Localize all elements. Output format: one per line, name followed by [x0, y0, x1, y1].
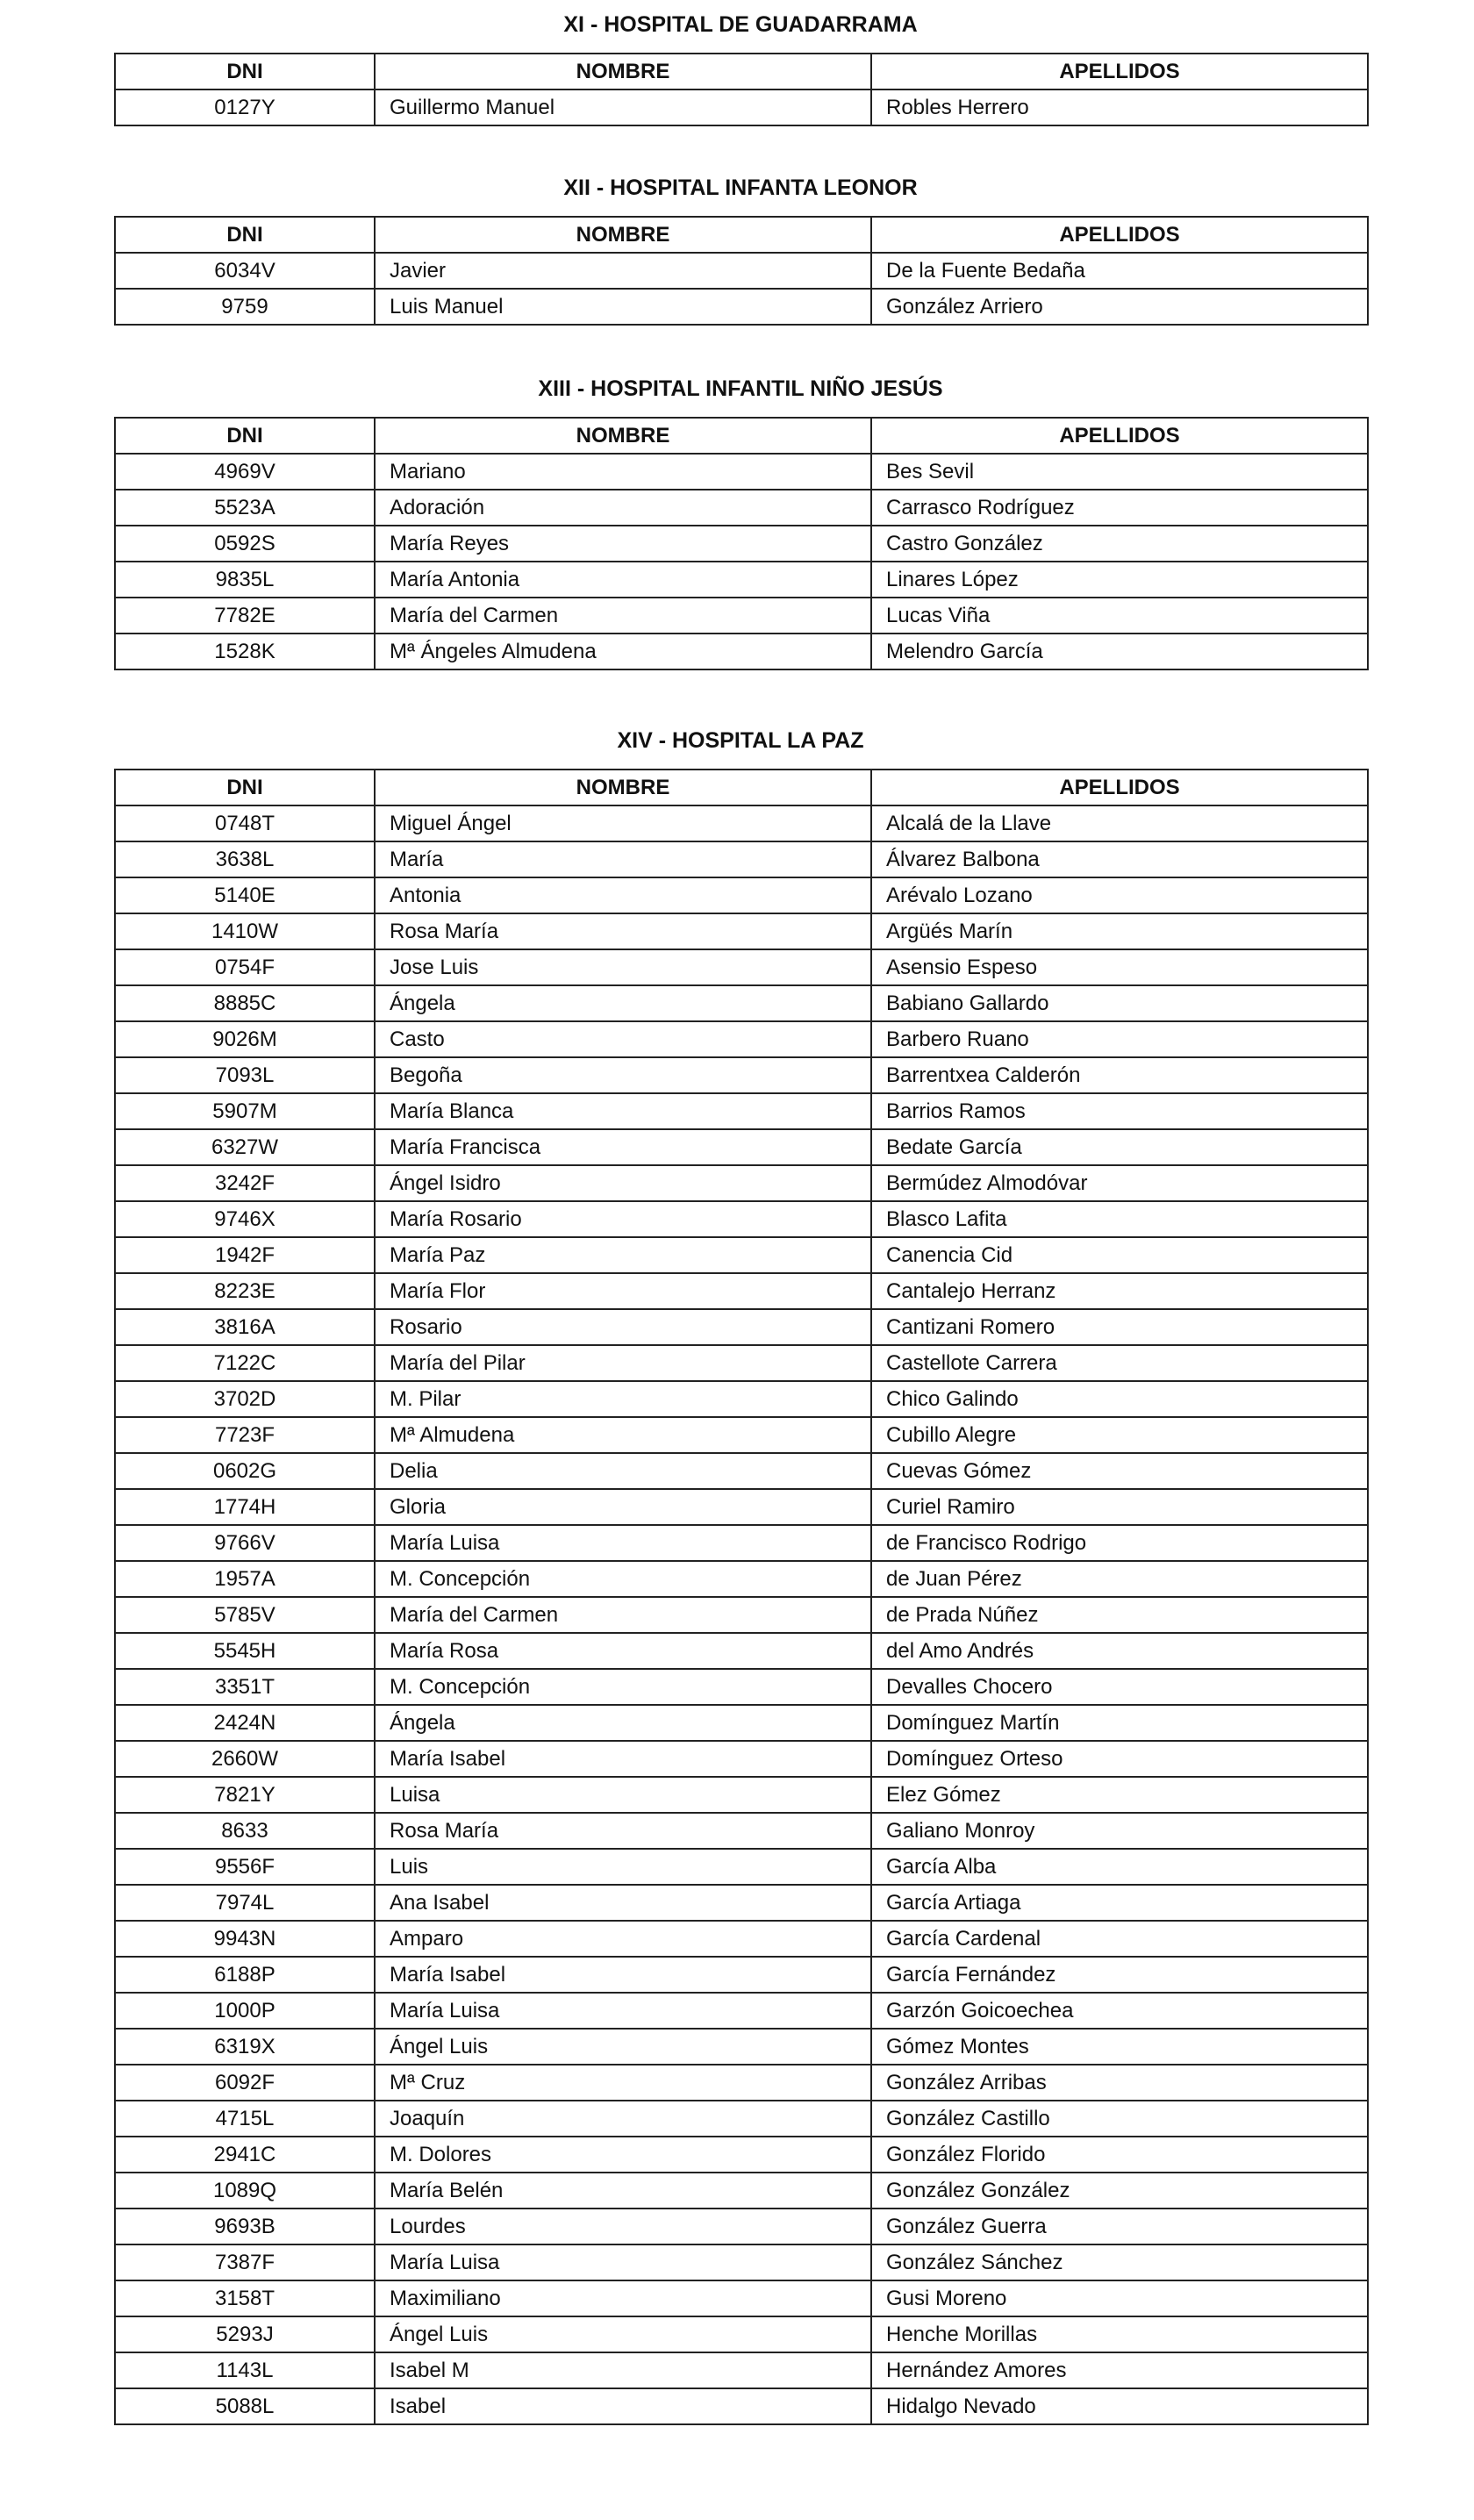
- table-row: [115, 949, 1368, 985]
- cell-apellidos: García Fernández: [871, 1957, 1368, 1993]
- cell-dni: 7122C: [115, 1345, 375, 1381]
- cell-apellidos: Garzón Goicoechea: [871, 1993, 1368, 2029]
- cell-nombre: Rosa María: [375, 913, 871, 949]
- table-row: [115, 490, 1368, 526]
- cell-apellidos: Hernández Amores: [871, 2352, 1368, 2388]
- cell-nombre: María Blanca: [375, 1093, 871, 1129]
- table-row: [115, 1777, 1368, 1813]
- cell-apellidos: Robles Herrero: [871, 89, 1368, 125]
- table-row: [115, 1921, 1368, 1957]
- cell-apellidos: de Prada Núñez: [871, 1597, 1368, 1633]
- cell-apellidos: Cubillo Alegre: [871, 1417, 1368, 1453]
- table-row: [115, 1093, 1368, 1129]
- cell-dni: 9943N: [115, 1921, 375, 1957]
- cell-apellidos: González González: [871, 2173, 1368, 2209]
- table-row: [115, 877, 1368, 913]
- cell-dni: 7093L: [115, 1057, 375, 1093]
- cell-nombre: Antonia: [375, 877, 871, 913]
- cell-apellidos: Bermúdez Almodóvar: [871, 1165, 1368, 1201]
- cell-dni: 0127Y: [115, 89, 375, 125]
- table-row: [115, 1741, 1368, 1777]
- header-apellidos: APELLIDOS: [871, 418, 1368, 454]
- cell-dni: 3816A: [115, 1309, 375, 1345]
- cell-nombre: Luis: [375, 1849, 871, 1885]
- table-nino-jesus: [114, 417, 1369, 670]
- cell-apellidos: Asensio Espeso: [871, 949, 1368, 985]
- table-row: [115, 1057, 1368, 1093]
- cell-nombre: Rosa María: [375, 1813, 871, 1849]
- cell-nombre: María del Carmen: [375, 1597, 871, 1633]
- section-title-la-paz: XIV - HOSPITAL LA PAZ: [617, 728, 864, 753]
- cell-apellidos: Cuevas Gómez: [871, 1453, 1368, 1489]
- cell-dni: 1089Q: [115, 2173, 375, 2209]
- header-dni: DNI: [115, 418, 375, 454]
- cell-apellidos: del Amo Andrés: [871, 1633, 1368, 1669]
- cell-apellidos: Barbero Ruano: [871, 1021, 1368, 1057]
- table-row: [115, 1237, 1368, 1273]
- header-dni: DNI: [115, 217, 375, 253]
- cell-apellidos: González Guerra: [871, 2209, 1368, 2244]
- table-row: [115, 1885, 1368, 1921]
- cell-dni: 3638L: [115, 841, 375, 877]
- table-row: [115, 1957, 1368, 1993]
- cell-dni: 7387F: [115, 2244, 375, 2280]
- cell-nombre: Isabel M: [375, 2352, 871, 2388]
- header-apellidos: APELLIDOS: [871, 217, 1368, 253]
- cell-nombre: Isabel: [375, 2388, 871, 2424]
- cell-nombre: María del Pilar: [375, 1345, 871, 1381]
- cell-dni: 5523A: [115, 490, 375, 526]
- cell-apellidos: Henche Morillas: [871, 2316, 1368, 2352]
- table-row: [115, 1165, 1368, 1201]
- table-row: [115, 89, 1368, 125]
- cell-nombre: Delia: [375, 1453, 871, 1489]
- cell-dni: 3242F: [115, 1165, 375, 1201]
- cell-nombre: María Isabel: [375, 1957, 871, 1993]
- cell-dni: 7974L: [115, 1885, 375, 1921]
- cell-dni: 4715L: [115, 2101, 375, 2137]
- table-guadarrama: [114, 53, 1369, 126]
- cell-dni: 2424N: [115, 1705, 375, 1741]
- table-row: [115, 1705, 1368, 1741]
- cell-nombre: Ángel Isidro: [375, 1165, 871, 1201]
- cell-apellidos: Arévalo Lozano: [871, 877, 1368, 913]
- table-row: [115, 1597, 1368, 1633]
- cell-apellidos: González Sánchez: [871, 2244, 1368, 2280]
- cell-nombre: María Francisca: [375, 1129, 871, 1165]
- table-row: [115, 1381, 1368, 1417]
- table-row: [115, 1849, 1368, 1885]
- cell-apellidos: Barrios Ramos: [871, 1093, 1368, 1129]
- cell-nombre: María Rosa: [375, 1633, 871, 1669]
- cell-nombre: María Paz: [375, 1237, 871, 1273]
- cell-dni: 5785V: [115, 1597, 375, 1633]
- header-nombre: NOMBRE: [375, 217, 871, 253]
- table-row: [115, 598, 1368, 634]
- cell-nombre: María Belén: [375, 2173, 871, 2209]
- cell-nombre: Maximiliano: [375, 2280, 871, 2316]
- table-row: [115, 2316, 1368, 2352]
- cell-nombre: M. Pilar: [375, 1381, 871, 1417]
- cell-dni: 3351T: [115, 1669, 375, 1705]
- table-header-row: [115, 54, 1368, 89]
- table-row: [115, 2173, 1368, 2209]
- cell-dni: 9766V: [115, 1525, 375, 1561]
- cell-nombre: Mª Cruz: [375, 2065, 871, 2101]
- cell-dni: 6034V: [115, 253, 375, 289]
- table-row: [115, 526, 1368, 562]
- cell-dni: 1000P: [115, 1993, 375, 2029]
- cell-dni: 0748T: [115, 805, 375, 841]
- table-body: [115, 89, 1368, 125]
- cell-nombre: Begoña: [375, 1057, 871, 1093]
- table-la-paz: [114, 769, 1369, 2425]
- cell-apellidos: Canencia Cid: [871, 1237, 1368, 1273]
- cell-apellidos: Curiel Ramiro: [871, 1489, 1368, 1525]
- cell-apellidos: Blasco Lafita: [871, 1201, 1368, 1237]
- cell-nombre: Javier: [375, 253, 871, 289]
- cell-apellidos: Cantalejo Herranz: [871, 1273, 1368, 1309]
- cell-apellidos: Hidalgo Nevado: [871, 2388, 1368, 2424]
- cell-nombre: Miguel Ángel: [375, 805, 871, 841]
- cell-apellidos: Castro González: [871, 526, 1368, 562]
- header-nombre: NOMBRE: [375, 770, 871, 805]
- section-title-infanta-leonor: XII - HOSPITAL INFANTA LEONOR: [563, 175, 918, 200]
- cell-apellidos: Devalles Chocero: [871, 1669, 1368, 1705]
- cell-dni: 6188P: [115, 1957, 375, 1993]
- section-title-guadarrama: XI - HOSPITAL DE GUADARRAMA: [563, 12, 918, 37]
- cell-nombre: Rosario: [375, 1309, 871, 1345]
- section-title-nino-jesus: XIII - HOSPITAL INFANTIL NIÑO JESÚS: [538, 376, 943, 401]
- table-row: [115, 289, 1368, 325]
- table-row: [115, 805, 1368, 841]
- cell-nombre: Luis Manuel: [375, 289, 871, 325]
- cell-apellidos: Lucas Viña: [871, 598, 1368, 634]
- cell-dni: 6092F: [115, 2065, 375, 2101]
- cell-apellidos: González Castillo: [871, 2101, 1368, 2137]
- cell-apellidos: Alcalá de la Llave: [871, 805, 1368, 841]
- cell-apellidos: Elez Gómez: [871, 1777, 1368, 1813]
- cell-apellidos: Melendro García: [871, 634, 1368, 669]
- table-row: [115, 841, 1368, 877]
- table-body: [115, 253, 1368, 325]
- cell-apellidos: Domínguez Martín: [871, 1705, 1368, 1741]
- cell-dni: 1528K: [115, 634, 375, 669]
- cell-apellidos: Babiano Gallardo: [871, 985, 1368, 1021]
- cell-dni: 4969V: [115, 454, 375, 490]
- cell-dni: 1774H: [115, 1489, 375, 1525]
- table-row: [115, 634, 1368, 669]
- cell-dni: 1143L: [115, 2352, 375, 2388]
- cell-nombre: María del Carmen: [375, 598, 871, 634]
- header-apellidos: APELLIDOS: [871, 770, 1368, 805]
- cell-nombre: Ángela: [375, 1705, 871, 1741]
- cell-dni: 8633: [115, 1813, 375, 1849]
- cell-dni: 7782E: [115, 598, 375, 634]
- table-row: [115, 1453, 1368, 1489]
- cell-nombre: Mª Ángeles Almudena: [375, 634, 871, 669]
- cell-nombre: María Luisa: [375, 1993, 871, 2029]
- cell-dni: 0592S: [115, 526, 375, 562]
- cell-dni: 0754F: [115, 949, 375, 985]
- cell-dni: 5293J: [115, 2316, 375, 2352]
- cell-nombre: María Luisa: [375, 1525, 871, 1561]
- cell-apellidos: Bedate García: [871, 1129, 1368, 1165]
- cell-dni: 7723F: [115, 1417, 375, 1453]
- table-row: [115, 2388, 1368, 2424]
- table-row: [115, 985, 1368, 1021]
- cell-apellidos: Bes Sevil: [871, 454, 1368, 490]
- cell-dni: 1957A: [115, 1561, 375, 1597]
- cell-dni: 5140E: [115, 877, 375, 913]
- cell-nombre: Adoración: [375, 490, 871, 526]
- table-row: [115, 1633, 1368, 1669]
- table-row: [115, 2065, 1368, 2101]
- cell-apellidos: González Arriero: [871, 289, 1368, 325]
- cell-dni: 9556F: [115, 1849, 375, 1885]
- cell-apellidos: Domínguez Orteso: [871, 1741, 1368, 1777]
- table-row: [115, 1309, 1368, 1345]
- cell-dni: 7821Y: [115, 1777, 375, 1813]
- cell-apellidos: Galiano Monroy: [871, 1813, 1368, 1849]
- cell-apellidos: Cantizani Romero: [871, 1309, 1368, 1345]
- cell-apellidos: Carrasco Rodríguez: [871, 490, 1368, 526]
- header-apellidos: APELLIDOS: [871, 54, 1368, 89]
- cell-apellidos: García Alba: [871, 1849, 1368, 1885]
- cell-apellidos: Castellote Carrera: [871, 1345, 1368, 1381]
- cell-apellidos: García Artiaga: [871, 1885, 1368, 1921]
- header-nombre: NOMBRE: [375, 54, 871, 89]
- table-row: [115, 2352, 1368, 2388]
- cell-nombre: Joaquín: [375, 2101, 871, 2137]
- table-row: [115, 1129, 1368, 1165]
- header-nombre: NOMBRE: [375, 418, 871, 454]
- cell-nombre: María Luisa: [375, 2244, 871, 2280]
- table-infanta-leonor: [114, 216, 1369, 326]
- table-row: [115, 2101, 1368, 2137]
- table-row: [115, 454, 1368, 490]
- cell-nombre: Amparo: [375, 1921, 871, 1957]
- cell-nombre: Ángel Luis: [375, 2029, 871, 2065]
- cell-nombre: María Isabel: [375, 1741, 871, 1777]
- table-row: [115, 1813, 1368, 1849]
- cell-dni: 3158T: [115, 2280, 375, 2316]
- cell-nombre: Jose Luis: [375, 949, 871, 985]
- table-row: [115, 913, 1368, 949]
- table-row: [115, 1417, 1368, 1453]
- cell-dni: 1410W: [115, 913, 375, 949]
- cell-nombre: María Antonia: [375, 562, 871, 598]
- cell-dni: 6319X: [115, 2029, 375, 2065]
- table-row: [115, 2029, 1368, 2065]
- cell-dni: 9759: [115, 289, 375, 325]
- table-header-row: [115, 418, 1368, 454]
- cell-nombre: María Rosario: [375, 1201, 871, 1237]
- table-row: [115, 2280, 1368, 2316]
- cell-apellidos: De la Fuente Bedaña: [871, 253, 1368, 289]
- cell-dni: 0602G: [115, 1453, 375, 1489]
- cell-nombre: M. Dolores: [375, 2137, 871, 2173]
- table-row: [115, 1669, 1368, 1705]
- cell-dni: 5907M: [115, 1093, 375, 1129]
- cell-dni: 6327W: [115, 1129, 375, 1165]
- table-row: [115, 562, 1368, 598]
- table-row: [115, 1489, 1368, 1525]
- table-row: [115, 253, 1368, 289]
- cell-apellidos: García Cardenal: [871, 1921, 1368, 1957]
- cell-dni: 9026M: [115, 1021, 375, 1057]
- table-header-row: [115, 217, 1368, 253]
- cell-apellidos: Chico Galindo: [871, 1381, 1368, 1417]
- cell-dni: 8885C: [115, 985, 375, 1021]
- table-row: [115, 1561, 1368, 1597]
- cell-dni: 8223E: [115, 1273, 375, 1309]
- cell-apellidos: de Juan Pérez: [871, 1561, 1368, 1597]
- cell-dni: 2660W: [115, 1741, 375, 1777]
- header-dni: DNI: [115, 54, 375, 89]
- cell-nombre: Mariano: [375, 454, 871, 490]
- cell-nombre: Ana Isabel: [375, 1885, 871, 1921]
- table-row: [115, 1021, 1368, 1057]
- cell-dni: 1942F: [115, 1237, 375, 1273]
- cell-dni: 5088L: [115, 2388, 375, 2424]
- cell-nombre: María: [375, 841, 871, 877]
- table-body: [115, 805, 1368, 2424]
- cell-apellidos: González Florido: [871, 2137, 1368, 2173]
- table-row: [115, 2137, 1368, 2173]
- table-row: [115, 2209, 1368, 2244]
- cell-apellidos: Gusi Moreno: [871, 2280, 1368, 2316]
- cell-nombre: Guillermo Manuel: [375, 89, 871, 125]
- cell-nombre: Gloria: [375, 1489, 871, 1525]
- cell-dni: 3702D: [115, 1381, 375, 1417]
- cell-apellidos: de Francisco Rodrigo: [871, 1525, 1368, 1561]
- cell-nombre: María Flor: [375, 1273, 871, 1309]
- cell-nombre: M. Concepción: [375, 1561, 871, 1597]
- cell-dni: 2941C: [115, 2137, 375, 2173]
- cell-nombre: Luisa: [375, 1777, 871, 1813]
- table-row: [115, 1345, 1368, 1381]
- table-row: [115, 1993, 1368, 2029]
- cell-nombre: Ángel Luis: [375, 2316, 871, 2352]
- cell-dni: 9835L: [115, 562, 375, 598]
- cell-nombre: Lourdes: [375, 2209, 871, 2244]
- cell-nombre: Mª Almudena: [375, 1417, 871, 1453]
- table-row: [115, 1201, 1368, 1237]
- cell-apellidos: Barrentxea Calderón: [871, 1057, 1368, 1093]
- cell-apellidos: Linares López: [871, 562, 1368, 598]
- cell-dni: 5545H: [115, 1633, 375, 1669]
- cell-nombre: María Reyes: [375, 526, 871, 562]
- cell-apellidos: González Arribas: [871, 2065, 1368, 2101]
- cell-apellidos: Argüés Marín: [871, 913, 1368, 949]
- table-header-row: [115, 770, 1368, 805]
- cell-apellidos: Gómez Montes: [871, 2029, 1368, 2065]
- table-row: [115, 2244, 1368, 2280]
- cell-nombre: Ángela: [375, 985, 871, 1021]
- cell-nombre: M. Concepción: [375, 1669, 871, 1705]
- table-row: [115, 1525, 1368, 1561]
- header-dni: DNI: [115, 770, 375, 805]
- cell-dni: 9746X: [115, 1201, 375, 1237]
- cell-apellidos: Álvarez Balbona: [871, 841, 1368, 877]
- table-body: [115, 454, 1368, 669]
- cell-dni: 9693B: [115, 2209, 375, 2244]
- cell-nombre: Casto: [375, 1021, 871, 1057]
- table-row: [115, 1273, 1368, 1309]
